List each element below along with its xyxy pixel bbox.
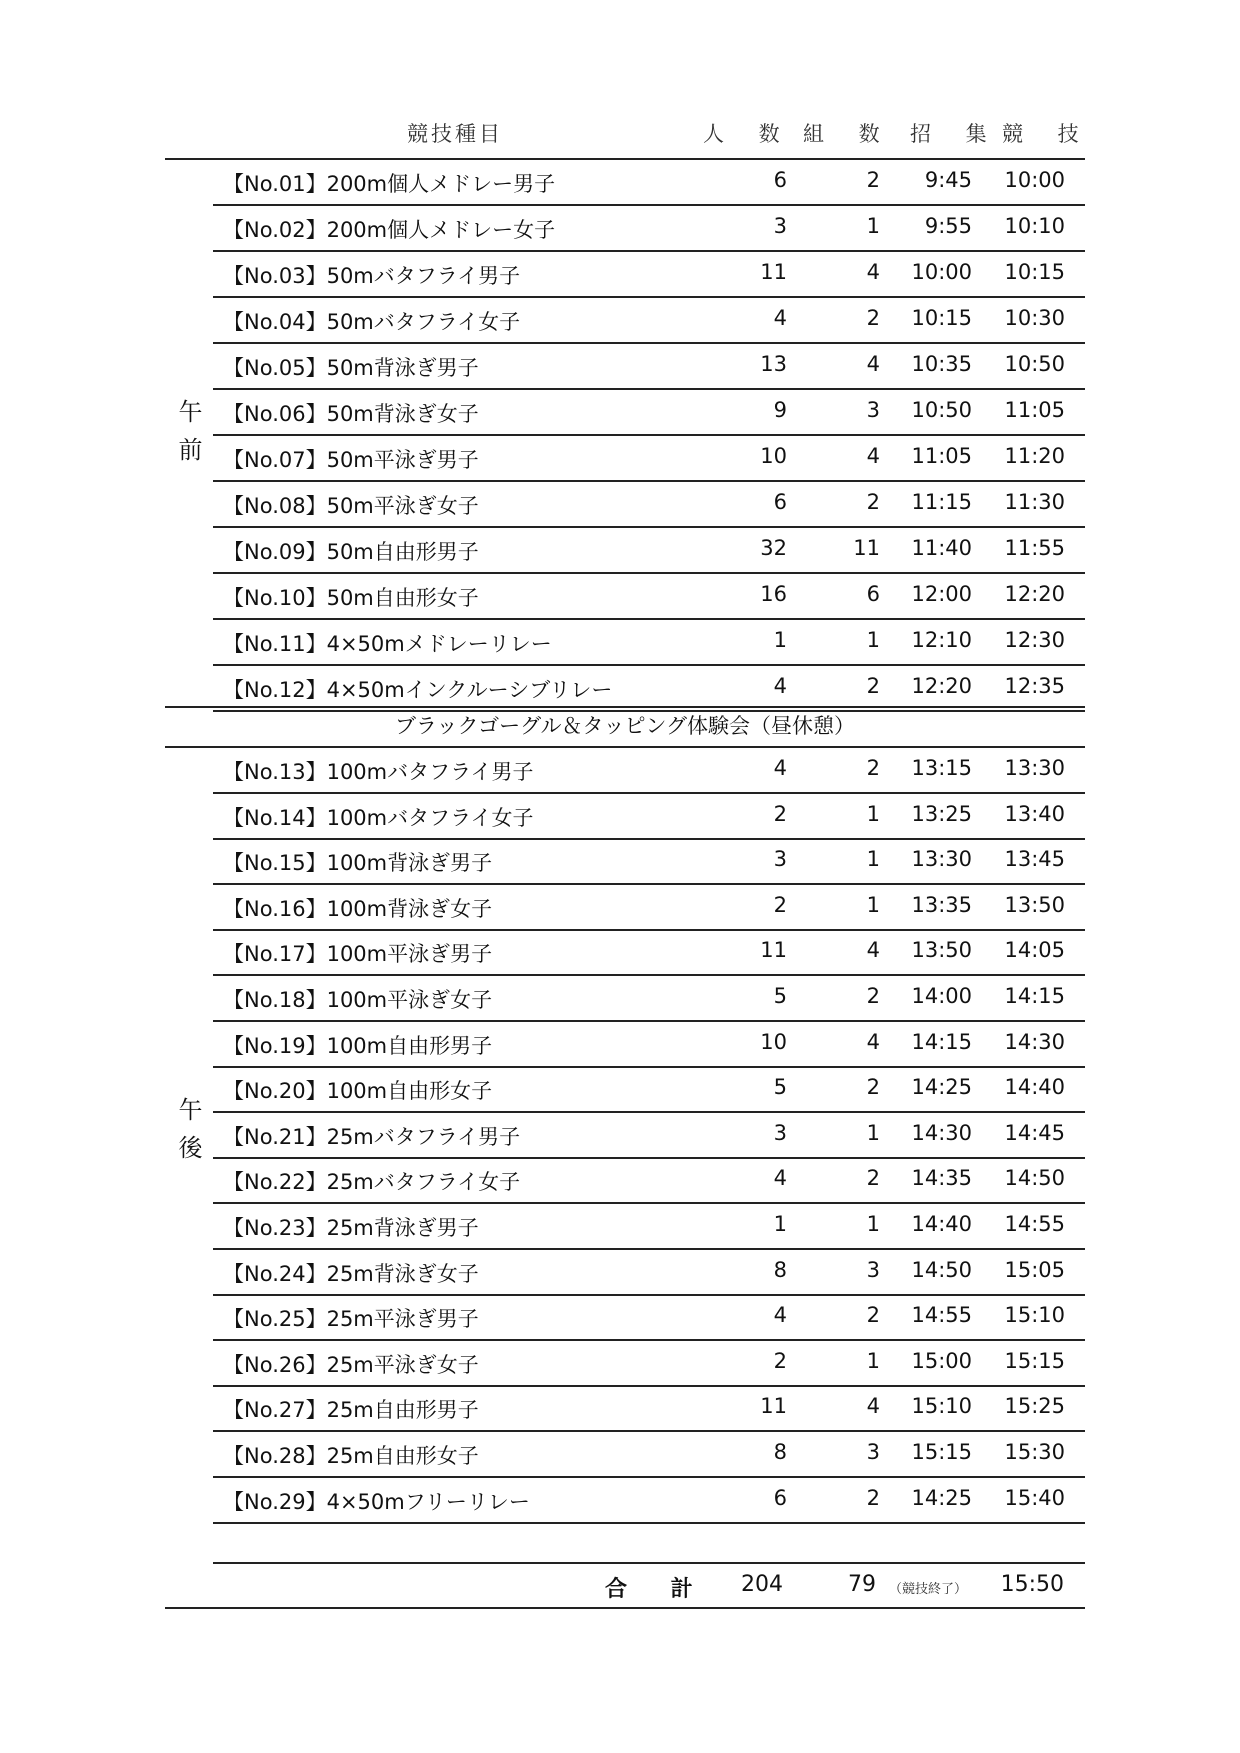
table-row	[213, 206, 1085, 252]
table-row	[213, 930, 1085, 976]
start-time: 11:05	[1004, 398, 1065, 422]
table-bottom-border	[165, 1607, 1085, 1609]
start-time: 14:45	[1004, 1120, 1065, 1145]
event-name: 【No.07】50m平泳ぎ男子	[223, 448, 479, 472]
event-name: 【No.21】25mバタフライ男子	[223, 1124, 521, 1149]
event-name: 【No.04】50mバタフライ女子	[223, 310, 521, 334]
call-time: 11:15	[911, 490, 972, 514]
call-time: 13:25	[911, 801, 972, 826]
start-time: 11:30	[1004, 490, 1065, 514]
people-count: 10	[760, 1029, 787, 1054]
people-count: 2	[773, 1348, 787, 1373]
call-time: 15:10	[911, 1394, 972, 1419]
people-count: 2	[773, 892, 787, 917]
total-groups: 79	[848, 1572, 876, 1597]
session-afternoon-label: 午後	[174, 1097, 202, 1173]
group-count: 1	[866, 801, 880, 826]
call-time: 9:55	[924, 214, 972, 238]
call-time: 12:00	[911, 582, 972, 606]
table-row	[213, 344, 1085, 390]
start-time: 14:55	[1004, 1212, 1065, 1236]
table-row	[213, 298, 1085, 344]
header-start: 競 技	[1002, 122, 1093, 146]
event-name: 【No.13】100mバタフライ男子	[223, 760, 534, 784]
event-name: 【No.15】100m背泳ぎ男子	[223, 851, 493, 876]
group-count: 1	[866, 628, 880, 652]
start-time: 13:30	[1004, 756, 1065, 780]
morning-end-divider	[165, 706, 1085, 708]
event-name: 【No.02】200m個人メドレー女子	[223, 218, 556, 242]
total-end-time: 15:50	[1000, 1572, 1064, 1597]
total-label: 合 計	[605, 1577, 711, 1602]
call-time: 15:15	[911, 1440, 972, 1464]
people-count: 6	[773, 490, 787, 514]
call-time: 14:40	[911, 1212, 972, 1236]
start-time: 14:30	[1004, 1029, 1065, 1054]
people-count: 1	[773, 628, 787, 652]
group-count: 1	[866, 1348, 880, 1373]
event-name: 【No.29】4×50mフリーリレー	[223, 1489, 530, 1514]
table-row	[213, 794, 1085, 840]
group-count: 4	[866, 938, 880, 963]
table-row	[213, 1158, 1085, 1204]
people-count: 8	[773, 1257, 787, 1282]
group-count: 11	[853, 536, 880, 560]
group-count: 2	[866, 490, 880, 514]
start-time: 13:40	[1004, 801, 1065, 826]
people-count: 11	[760, 1394, 787, 1419]
event-name: 【No.28】25m自由形女子	[223, 1444, 479, 1468]
start-time: 13:45	[1004, 847, 1065, 872]
people-count: 11	[760, 260, 787, 284]
call-time: 9:45	[924, 168, 972, 192]
call-time: 14:50	[911, 1257, 972, 1282]
event-name: 【No.09】50m自由形男子	[223, 540, 479, 564]
header-event: 競技種目	[407, 122, 503, 146]
event-name: 【No.03】50mバタフライ男子	[223, 264, 521, 288]
spacer-row-bottom	[213, 1562, 1085, 1564]
start-time: 10:10	[1004, 214, 1065, 238]
people-count: 10	[760, 444, 787, 468]
table-row	[213, 1067, 1085, 1113]
event-name: 【No.16】100m背泳ぎ女子	[223, 896, 493, 921]
call-time: 14:15	[911, 1029, 972, 1054]
start-time: 10:15	[1004, 260, 1065, 284]
group-count: 2	[866, 984, 880, 1008]
group-count: 4	[866, 352, 880, 376]
people-count: 2	[773, 801, 787, 826]
start-time: 10:50	[1004, 352, 1065, 376]
event-name: 【No.05】50m背泳ぎ男子	[223, 356, 479, 380]
session-morning-label: 午前	[174, 399, 202, 475]
event-name: 【No.18】100m平泳ぎ女子	[223, 988, 493, 1012]
group-count: 3	[866, 1440, 880, 1464]
group-count: 3	[866, 398, 880, 422]
group-count: 4	[866, 444, 880, 468]
call-time: 13:30	[911, 847, 972, 872]
event-name: 【No.25】25m平泳ぎ男子	[223, 1307, 479, 1332]
group-count: 1	[866, 1120, 880, 1145]
table-row	[213, 390, 1085, 436]
call-time: 14:25	[911, 1075, 972, 1100]
start-time: 10:30	[1004, 306, 1065, 330]
table-row	[213, 160, 1085, 206]
event-name: 【No.12】4×50mインクルーシブリレー	[223, 678, 613, 702]
group-count: 2	[866, 756, 880, 780]
table-row	[213, 1341, 1085, 1387]
group-count: 2	[866, 1303, 880, 1328]
group-count: 4	[866, 260, 880, 284]
table-row	[213, 1204, 1085, 1250]
group-count: 1	[866, 892, 880, 917]
event-name: 【No.20】100m自由形女子	[223, 1079, 493, 1104]
people-count: 3	[773, 214, 787, 238]
header-call: 招 集	[910, 122, 1001, 146]
people-count: 3	[773, 1120, 787, 1145]
call-time: 10:35	[911, 352, 972, 376]
header-people: 人 数	[703, 122, 794, 146]
event-name: 【No.06】50m背泳ぎ女子	[223, 402, 479, 426]
group-count: 1	[866, 1212, 880, 1236]
table-row	[213, 1478, 1085, 1524]
table-row	[213, 1432, 1085, 1478]
people-count: 13	[760, 352, 787, 376]
call-time: 15:00	[911, 1348, 972, 1373]
people-count: 6	[773, 168, 787, 192]
call-time: 11:40	[911, 536, 972, 560]
event-name: 【No.08】50m平泳ぎ女子	[223, 494, 479, 518]
call-time: 14:25	[911, 1485, 972, 1510]
start-time: 15:40	[1004, 1485, 1065, 1510]
table-row	[213, 252, 1085, 298]
group-count: 3	[866, 1257, 880, 1282]
table-row	[213, 839, 1085, 885]
start-time: 11:20	[1004, 444, 1065, 468]
group-count: 2	[866, 306, 880, 330]
event-name: 【No.27】25m自由形男子	[223, 1398, 479, 1423]
start-time: 14:05	[1004, 938, 1065, 963]
start-time: 12:30	[1004, 628, 1065, 652]
start-time: 15:25	[1004, 1394, 1065, 1419]
group-count: 2	[866, 674, 880, 698]
event-name: 【No.26】25m平泳ぎ女子	[223, 1352, 479, 1377]
event-name: 【No.19】100m自由形男子	[223, 1033, 493, 1058]
people-count: 3	[773, 847, 787, 872]
call-time: 14:35	[911, 1166, 972, 1191]
table-row	[213, 1386, 1085, 1432]
call-time: 14:00	[911, 984, 972, 1008]
start-time: 15:10	[1004, 1303, 1065, 1328]
people-count: 11	[760, 938, 787, 963]
people-count: 4	[773, 306, 787, 330]
total-note: （競技終了）	[888, 1582, 967, 1597]
table-row	[213, 574, 1085, 620]
table-row	[213, 1295, 1085, 1341]
event-name: 【No.17】100m平泳ぎ男子	[223, 942, 493, 967]
people-count: 5	[773, 1075, 787, 1100]
header-groups: 組 数	[803, 122, 894, 146]
event-name: 【No.01】200m個人メドレー男子	[223, 172, 556, 196]
event-name: 【No.23】25m背泳ぎ男子	[223, 1216, 479, 1240]
people-count: 8	[773, 1440, 787, 1464]
group-count: 4	[866, 1394, 880, 1419]
start-time: 15:30	[1004, 1440, 1065, 1464]
group-count: 2	[866, 168, 880, 192]
table-row	[213, 748, 1085, 794]
call-time: 10:50	[911, 398, 972, 422]
table-row	[213, 482, 1085, 528]
event-name: 【No.14】100mバタフライ女子	[223, 805, 534, 830]
people-count: 16	[760, 582, 787, 606]
call-time: 13:50	[911, 938, 972, 963]
group-count: 2	[866, 1166, 880, 1191]
start-time: 10:00	[1004, 168, 1065, 192]
lunch-break-label: ブラックゴーグル＆タッピング体験会（昼休憩）	[394, 714, 856, 738]
start-time: 13:50	[1004, 892, 1065, 917]
people-count: 4	[773, 674, 787, 698]
people-count: 6	[773, 1485, 787, 1510]
group-count: 4	[866, 1029, 880, 1054]
event-name: 【No.22】25mバタフライ女子	[223, 1170, 521, 1195]
table-row	[213, 620, 1085, 666]
group-count: 1	[866, 214, 880, 238]
call-time: 12:20	[911, 674, 972, 698]
people-count: 5	[773, 984, 787, 1008]
people-count: 9	[773, 398, 787, 422]
people-count: 32	[760, 536, 787, 560]
table-row	[213, 528, 1085, 574]
table-row	[213, 436, 1085, 482]
total-people: 204	[741, 1572, 783, 1597]
table-row	[213, 885, 1085, 931]
call-time: 14:30	[911, 1120, 972, 1145]
people-count: 1	[773, 1212, 787, 1236]
group-count: 1	[866, 847, 880, 872]
start-time: 15:15	[1004, 1348, 1065, 1373]
group-count: 2	[866, 1075, 880, 1100]
people-count: 4	[773, 1166, 787, 1191]
people-count: 4	[773, 756, 787, 780]
group-count: 2	[866, 1485, 880, 1510]
table-row	[213, 1250, 1085, 1296]
table-row	[213, 1113, 1085, 1159]
call-time: 11:05	[911, 444, 972, 468]
event-name: 【No.10】50m自由形女子	[223, 586, 479, 610]
group-count: 6	[866, 582, 880, 606]
start-time: 15:05	[1004, 1257, 1065, 1282]
event-name: 【No.24】25m背泳ぎ女子	[223, 1261, 479, 1286]
call-time: 13:15	[911, 756, 972, 780]
call-time: 13:35	[911, 892, 972, 917]
start-time: 14:40	[1004, 1075, 1065, 1100]
call-time: 10:00	[911, 260, 972, 284]
start-time: 14:50	[1004, 1166, 1065, 1191]
people-count: 4	[773, 1303, 787, 1328]
call-time: 12:10	[911, 628, 972, 652]
call-time: 14:55	[911, 1303, 972, 1328]
table-row	[213, 976, 1085, 1022]
table-row	[213, 1022, 1085, 1068]
start-time: 12:35	[1004, 674, 1065, 698]
call-time: 10:15	[911, 306, 972, 330]
start-time: 12:20	[1004, 582, 1065, 606]
event-name: 【No.11】4×50mメドレーリレー	[223, 632, 552, 656]
start-time: 11:55	[1004, 536, 1065, 560]
start-time: 14:15	[1004, 984, 1065, 1008]
